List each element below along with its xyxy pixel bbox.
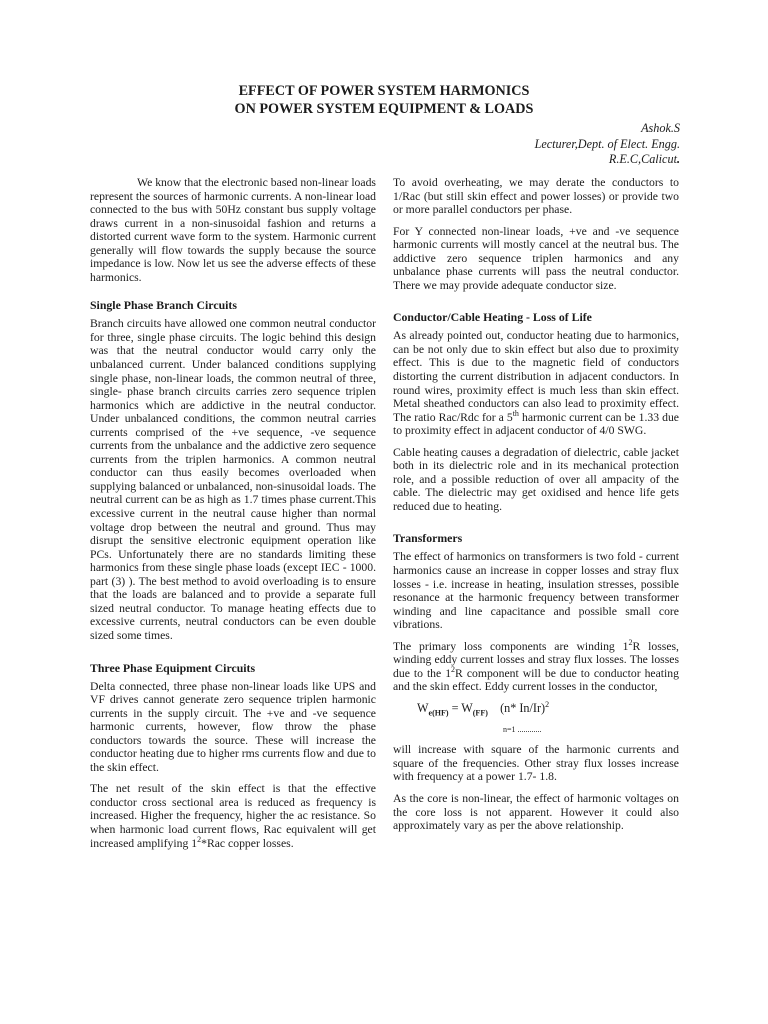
transformer-effect-paragraph: The effect of harmonics on transformers is two fold - current harmonics cause an increase in copper losses and stray flux losses - i.e. increase in heating, insulation stresses, possible resonance at the harmonic frequency between transformer winding and line capacitance and possible small core vibrations. (393, 550, 679, 632)
intro-paragraph: We know that the electronic based non-linear loads represent the sources of harmonic currents. A non-linear load connected to the bus with 50Hz constant bus supply voltage draws current in a non-sinusoidal fashion and returns a distorted current wave form to the system. Harmonic current generally will flow towards the supply because the source impedance is low. Now let us see the adverse effects of these harmonics. (90, 176, 376, 284)
right-column (393, 176, 679, 841)
author-name: Ashok.S (641, 121, 680, 135)
author-block (535, 121, 680, 168)
author-institution: R.E.C,Calicut. (608, 152, 680, 166)
formula-summation-note: n=1 ............ (503, 725, 542, 735)
section-heading-three-phase: Three Phase Equipment Circuits (90, 660, 256, 675)
title-line-1: EFFECT OF POWER SYSTEM HARMONICS (238, 83, 530, 99)
section-heading-cable-heating: Conductor/Cable Heating - Loss of Life (393, 310, 592, 325)
primary-loss-paragraph: The primary loss components are winding $1^2R$ losses, winding eddy current losses and stray flux losses. The losses due to the $1^2R$ component will be due to conductor heating and the skin effect. Eddy current losses in the conductor, (393, 637, 679, 694)
single-phase-paragraph: Branch circuits have allowed one common neutral conductor for three, single phase circuits. The logic behind this design was that the neutral conductor would carry only the unbalanced current. Under balanced conditions supplying single phase, non-linear loads, the common neutral of three, single- phase branch circuits carries zero sequence triplen harmonics which are addictive in the neutral conductor. Under unbalanced conditions, the common neutral carries currents comprised of the +ve sequence, -ve sequence currents from the unbalance and the addictive zero sequence currents from the triplen harmonics. A common neutral conductor can thus easily becomes overloaded when supplying balanced or unbalanced, non-sinusoidal loads. The neutral current can be as high as 1.7 times phase current.This excessive current in the neutral cause higher than normal voltage drop between the neutral and ground. Thus may disrupt the sensitive electronic equipment operation like PCs. Unfortunately there are no standards limiting these harmonics from these single phase loads (except IEC - 1000. part (3) ). The best method to avoid overloading is to ensure that the loads are balanced and to provide a separate full sized neutral conductor. To manage heating effects due to excessive currents, neutral conductors can be even double sized some times. (90, 317, 376, 642)
section-heading-single-phase: Single Phase Branch Circuits (90, 298, 237, 313)
paper-title (0, 82, 768, 118)
stray-flux-paragraph: will increase with square of the harmonic currents and square of the frequencies. Other stray flux losses increase with frequency at a power 1.7- 1.8. (393, 743, 679, 784)
y-connected-paragraph: For Y connected non-linear loads, +ve and -ve sequence harmonic currents will mostly cancel at the neutral bus. The addictive zero sequence triplen harmonics and any unbalance phase currents will pass the neutral conductor. There we may provide adequate conductor size. (393, 224, 679, 292)
title-line-2: ON POWER SYSTEM EQUIPMENT & LOADS (234, 101, 534, 117)
left-column (90, 176, 376, 858)
core-loss-paragraph: As the core is non-linear, the effect of harmonic voltages on the core loss is not apparent. However it could also approximately vary as per the above relationship. (393, 792, 679, 833)
proximity-effect-paragraph: As already pointed out, conductor heating due to harmonics, can be not only due to skin effect but also due to proximity effect. This is due to the magnetic field of conductors distorting the current distribution in adjacent conductors. In round wires, proximity effect is much less than skin effect. Metal sheathed conductors can also lead to proximity effect. The ratio Rac/Rdc for a 5th harmonic current can be 1.33 due to proximity effect in adjacent conductor of 4/0 SWG. (393, 329, 679, 438)
author-position: Lecturer,Dept. of Elect. Engg. (534, 136, 680, 151)
derate-paragraph: To avoid overheating, we may derate the conductors to 1/Rac (but still skin effect and power losses) or provide two or more parallel conductors per phase. (393, 176, 679, 217)
skin-effect-paragraph: The net result of the skin effect is that the effective conductor cross sectional area is reduced as frequency is increased. Higher the frequency, higher the ac resistance. So when harmonic load current flows, Rac equivalent will get increased amplifying $1^2*Rac$ copper losses. (90, 782, 376, 850)
eddy-loss-formula: $W_{e(HF)} = W_{(FF)}$ (n* In/Ir)$^2$ (417, 699, 550, 718)
section-heading-transformers: Transformers (393, 531, 463, 546)
dielectric-paragraph: Cable heating causes a degradation of dielectric, cable jacket both in its dielectric role and in its mechanical protection role, and a possible reduction of over all ampacity of the cable. The dielectric may get oxidised and hence life gets reduced due to heating. (393, 445, 679, 513)
three-phase-paragraph: Delta connected, three phase non-linear loads like UPS and VF drives cannot generate zero sequence triplen harmonic currents in the supply circuit. The +ve and -ve sequence harmonic currents, however, flow throw the phase conductors towards the source. These will increase the conductor heating due to higher rms currents flow and due to the skin effect. (90, 679, 376, 774)
